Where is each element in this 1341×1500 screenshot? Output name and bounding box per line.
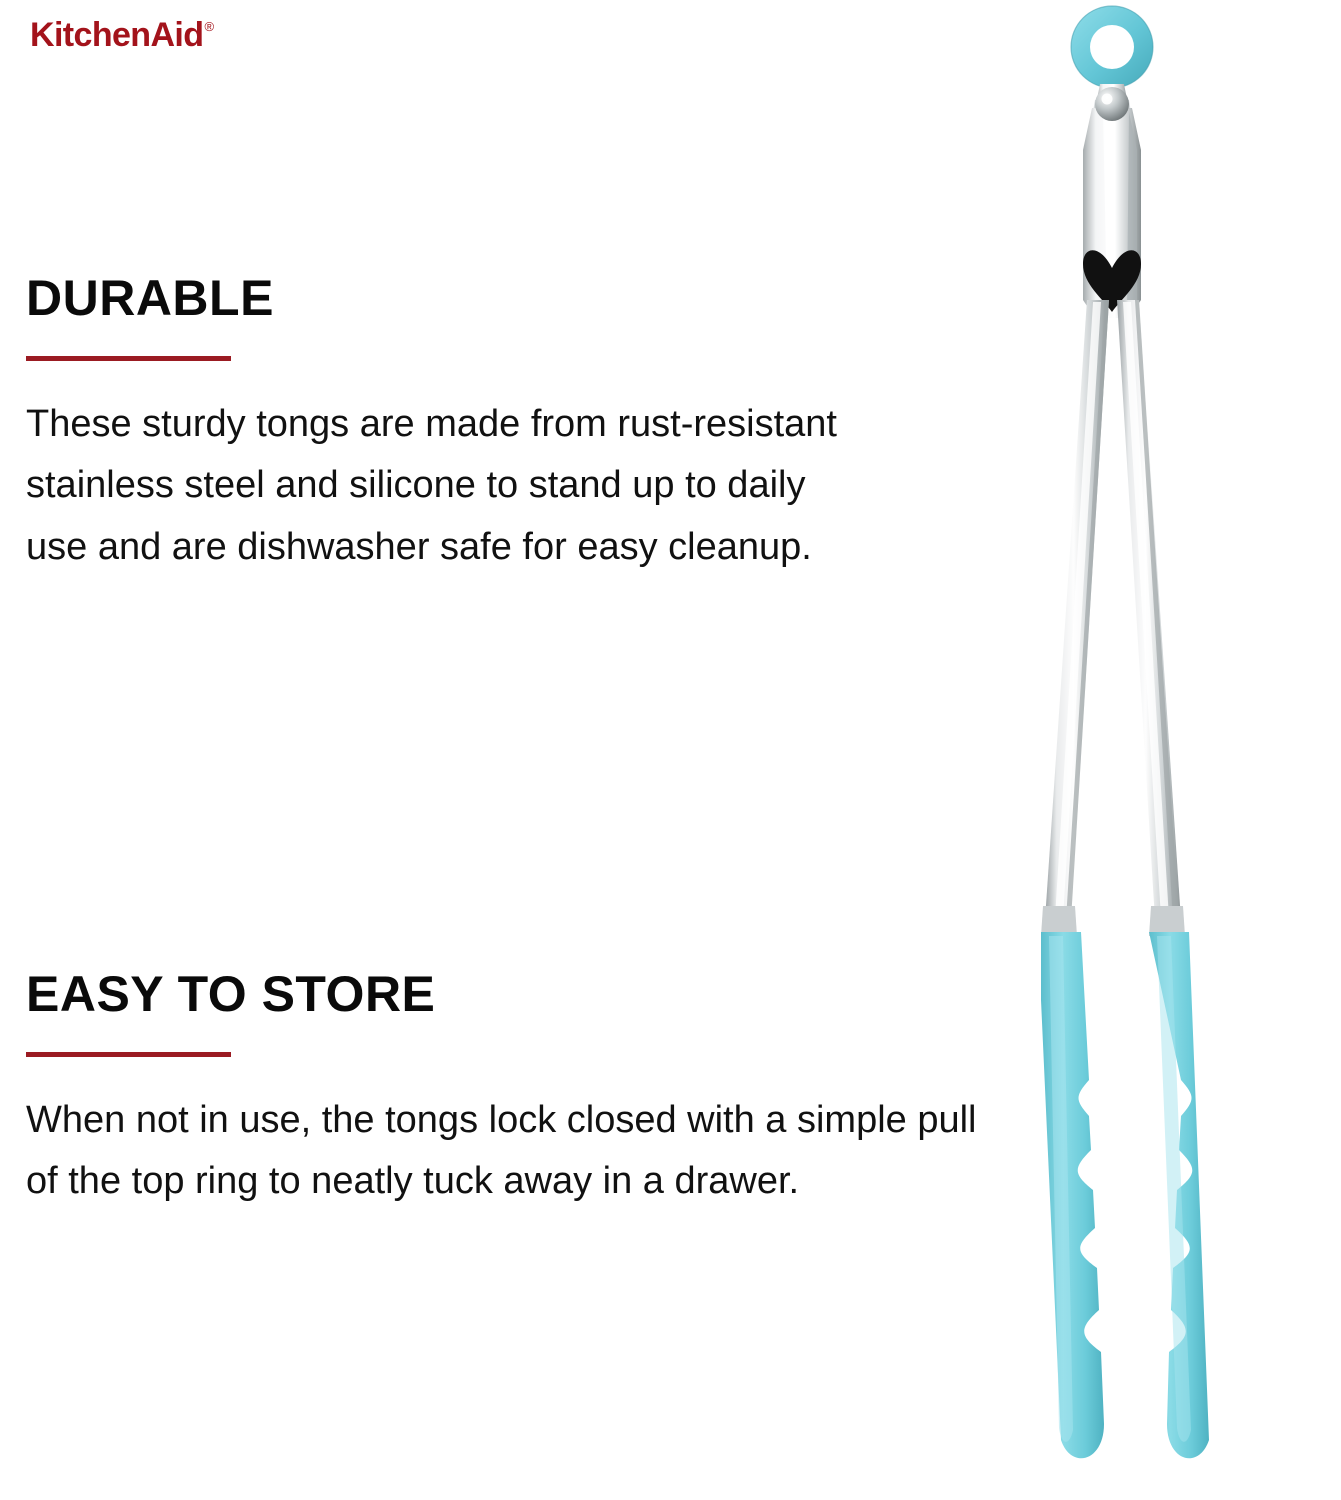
product-image-tongs — [1011, 0, 1341, 1500]
rivet-icon — [1095, 87, 1129, 121]
section-easy-to-store — [26, 968, 1006, 1213]
tongs-illustration — [1011, 0, 1341, 1500]
ring-pull-icon — [1071, 6, 1153, 88]
copy-column — [26, 0, 1026, 1500]
heading-rule-durable — [26, 356, 231, 361]
silicone-tip-left — [1041, 932, 1104, 1458]
heading-rule-easy-to-store — [26, 1052, 231, 1057]
brand-name: KitchenAid — [30, 16, 204, 54]
section-heading-durable: DURABLE — [26, 270, 274, 326]
registered-trademark-icon: ® — [204, 19, 215, 34]
section-durable — [26, 272, 1006, 579]
section-body-durable: These sturdy tongs are made from rust-resistant stainless steel and silicone to stand up to daily use and are dishwasher safe for easy cleanup. — [26, 402, 837, 569]
section-body-easy-to-store: When not in use, the tongs lock closed with a simple pull of the top ring to neatly tuck away in a drawer. — [26, 1098, 977, 1203]
section-heading-easy-to-store: EASY TO STORE — [26, 966, 436, 1022]
